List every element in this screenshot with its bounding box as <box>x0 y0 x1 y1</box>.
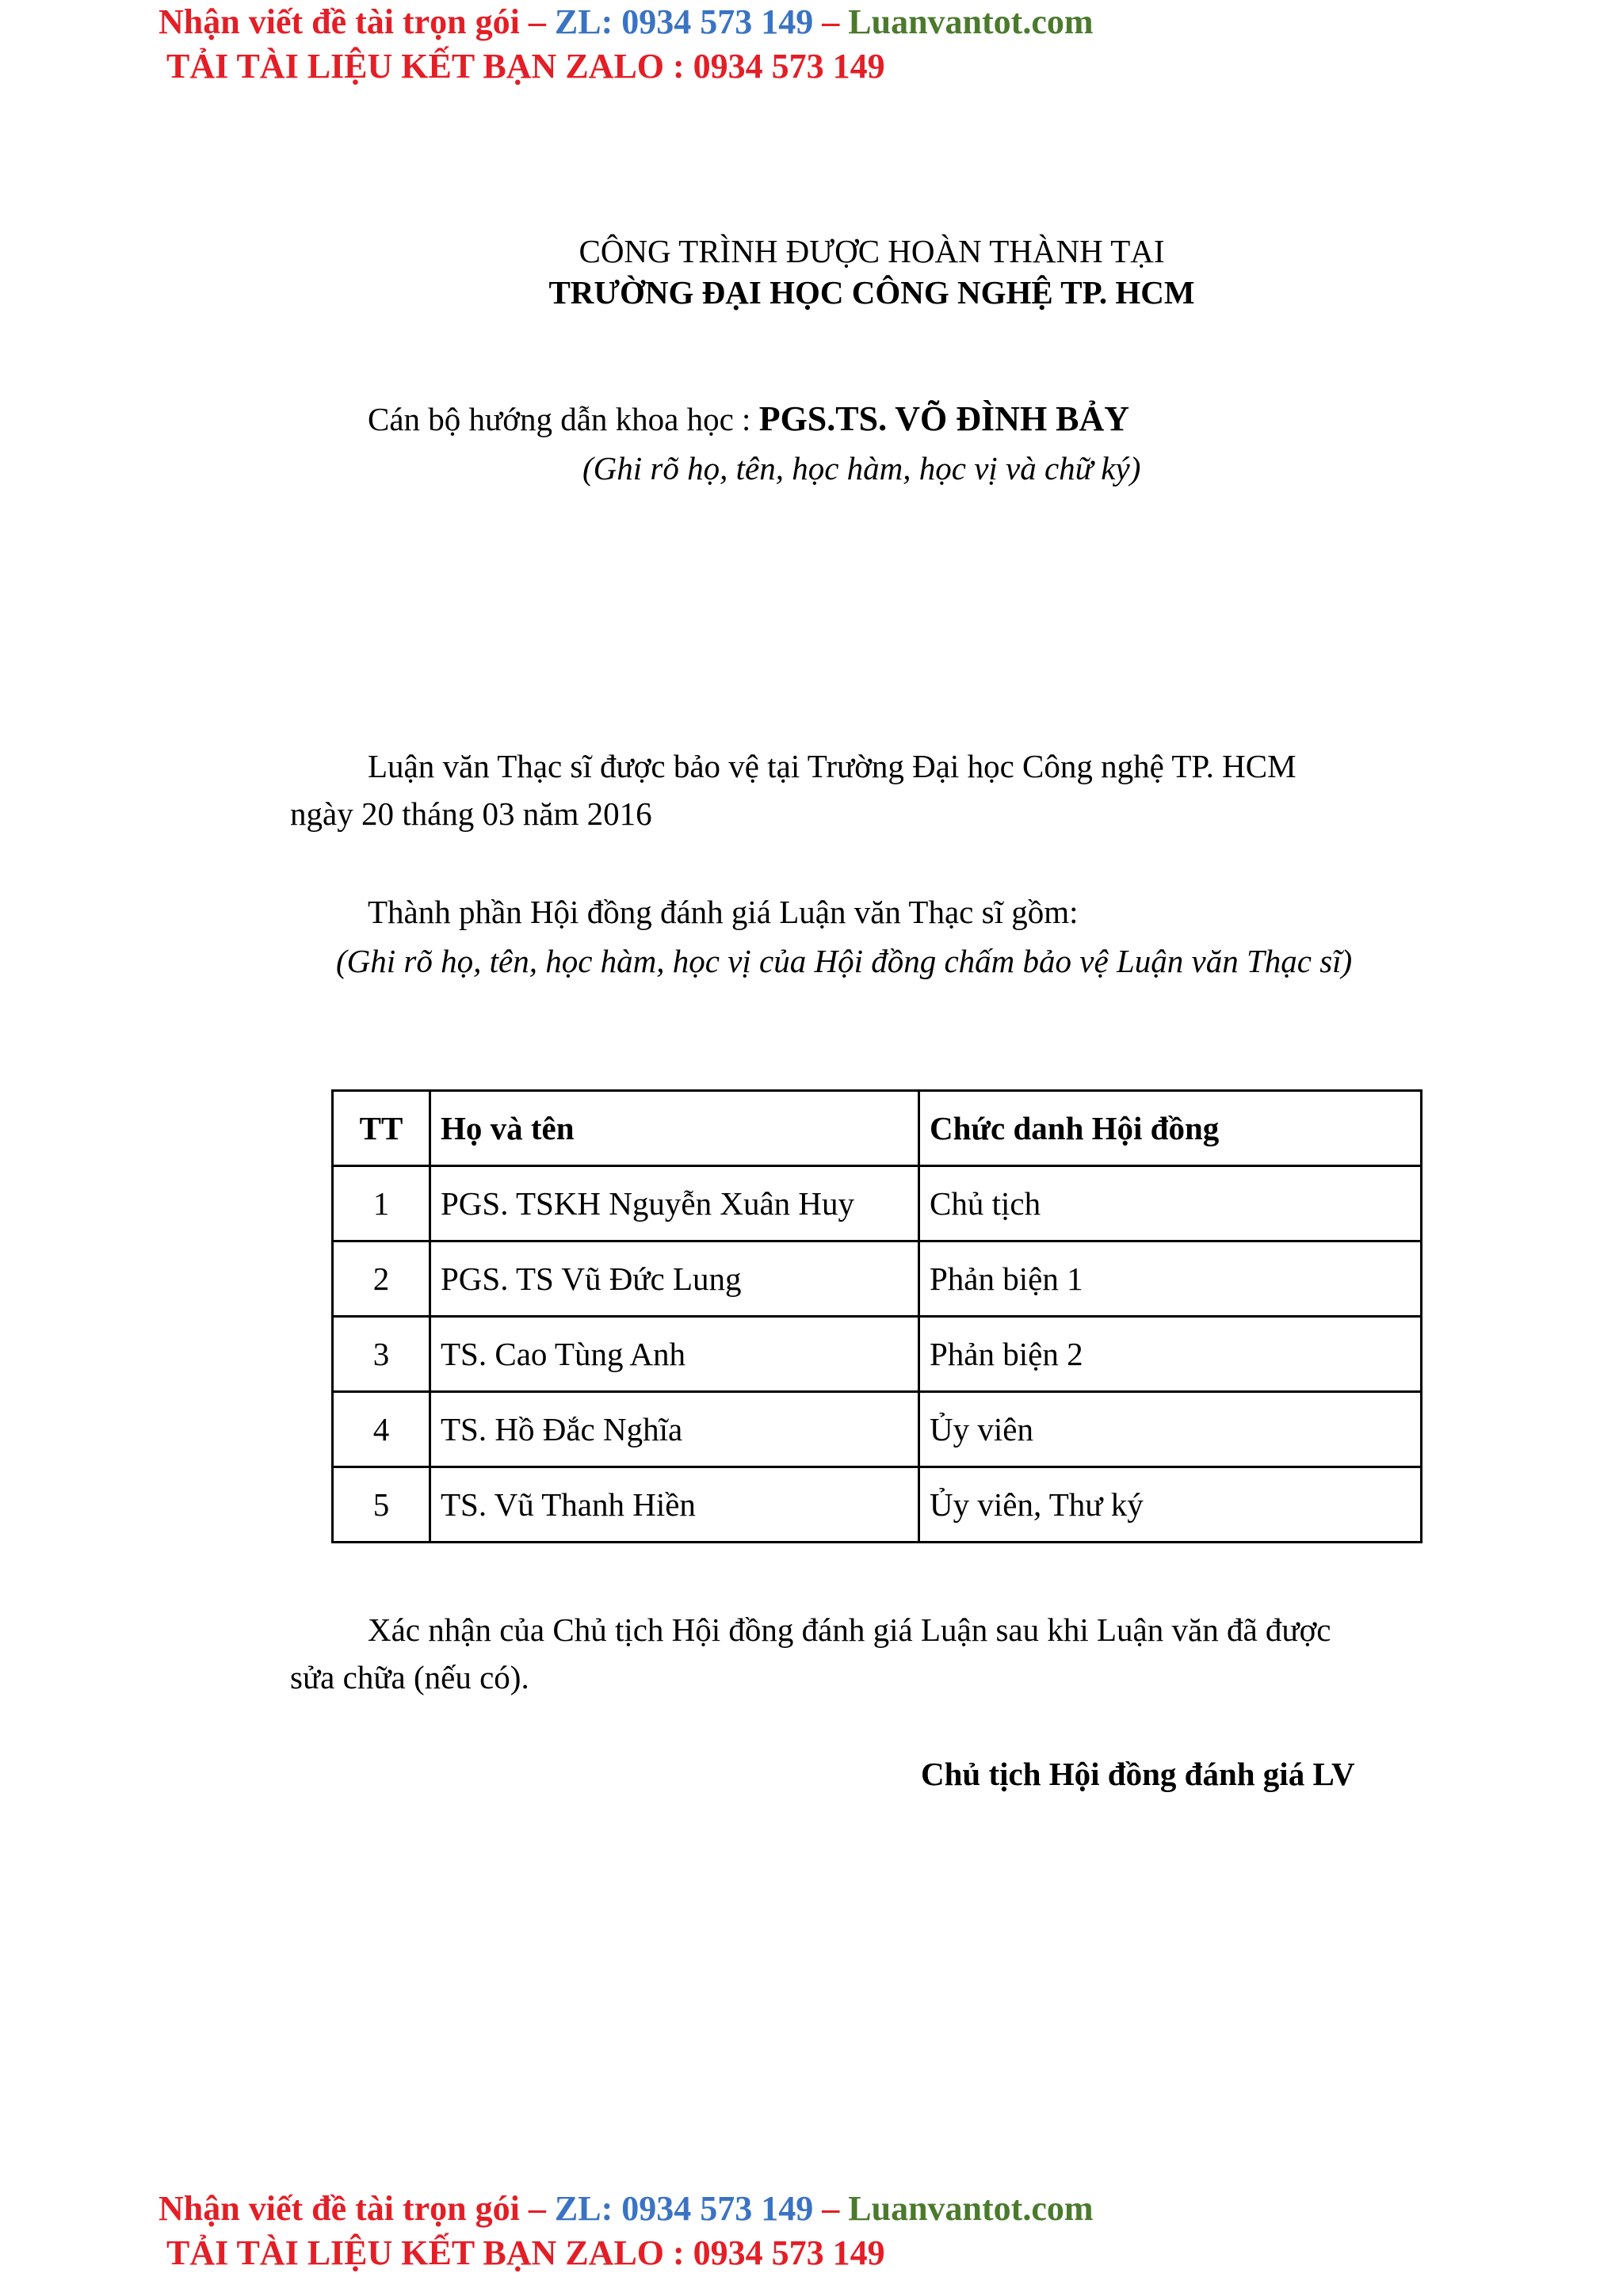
row-tt: 4 <box>333 1392 430 1467</box>
confirmation-line1: Xác nhận của Chủ tịch Hội đồng đánh giá Luận sau khi Luận văn đã được <box>368 1611 1331 1648</box>
top-banner-line1 <box>158 2 1094 43</box>
advisor-label: Cán bộ hướng dẫn khoa học : <box>368 401 759 437</box>
banner-download-text: TẢI TÀI LIỆU KẾT BẠN ZALO : 0934 573 149 <box>166 2233 885 2272</box>
banner-website: Luanvantot.com <box>848 2189 1094 2228</box>
row-name: TS. Cao Tùng Anh <box>430 1317 919 1392</box>
confirmation-line2: sửa chữa (nếu có). <box>290 1659 529 1695</box>
table-row <box>333 1241 1422 1317</box>
banner-separator: – <box>813 2 849 41</box>
heading-line1: CÔNG TRÌNH ĐƯỢC HOÀN THÀNH TẠI <box>579 233 1165 269</box>
row-tt: 3 <box>333 1317 430 1392</box>
row-role: Phản biện 1 <box>919 1241 1422 1317</box>
banner-separator: – <box>519 2 555 41</box>
defense-line1: Luận văn Thạc sĩ được bảo vệ tại Trường Đại học Công nghệ TP. HCM <box>368 748 1296 784</box>
row-role: Ủy viên, Thư ký <box>919 1467 1422 1543</box>
row-role: Chủ tịch <box>919 1166 1422 1241</box>
header-role: Chức danh Hội đồng <box>919 1091 1422 1166</box>
banner-zalo-phone: ZL: 0934 573 149 <box>554 2189 814 2228</box>
row-tt: 1 <box>333 1166 430 1241</box>
table-row <box>333 1467 1422 1543</box>
banner-service-text: Nhận viết đề tài trọn gói <box>158 2189 520 2228</box>
banner-separator: – <box>813 2189 849 2228</box>
banner-download-text: TẢI TÀI LIỆU KẾT BẠN ZALO : 0934 573 149 <box>166 47 885 86</box>
committee-table <box>331 1089 1423 1543</box>
bottom-banner-line2 <box>166 2233 885 2274</box>
banner-website: Luanvantot.com <box>848 2 1094 41</box>
signature-title: Chủ tịch Hội đồng đánh giá LV <box>921 1756 1355 1792</box>
banner-service-text: Nhận viết đề tài trọn gói <box>158 2 520 41</box>
row-role: Phản biện 2 <box>919 1317 1422 1392</box>
row-name: TS. Hồ Đắc Nghĩa <box>430 1392 919 1467</box>
row-name: TS. Vũ Thanh Hiền <box>430 1467 919 1543</box>
row-name: PGS. TS Vũ Đức Lung <box>430 1241 919 1317</box>
bottom-banner-line1 <box>158 2188 1094 2229</box>
table-row <box>333 1317 1422 1392</box>
banner-zalo-phone: ZL: 0934 573 149 <box>554 2 814 41</box>
heading-university: TRƯỜNG ĐẠI HỌC CÔNG NGHỆ TP. HCM <box>548 274 1195 311</box>
top-banner-line2 <box>166 46 885 87</box>
row-tt: 5 <box>333 1467 430 1543</box>
council-note: (Ghi rõ họ, tên, học hàm, học vị của Hội đồng chấm bảo vệ Luận văn Thạc sĩ) <box>336 943 1353 979</box>
row-name: PGS. TSKH Nguyễn Xuân Huy <box>430 1166 919 1241</box>
header-tt: TT <box>333 1091 430 1166</box>
header-name: Họ và tên <box>430 1091 919 1166</box>
table-row <box>333 1166 1422 1241</box>
banner-separator: – <box>519 2189 555 2228</box>
row-role: Ủy viên <box>919 1392 1422 1467</box>
council-intro: Thành phần Hội đồng đánh giá Luận văn Thạc sĩ gồm: <box>368 894 1079 930</box>
advisor-note: (Ghi rõ họ, tên, học hàm, học vị và chữ ký) <box>582 450 1141 486</box>
table-header-row <box>333 1091 1422 1166</box>
defense-date: ngày 20 tháng 03 năm 2016 <box>290 795 652 832</box>
advisor-name: PGS.TS. VÕ ĐÌNH BẢY <box>758 399 1130 438</box>
advisor-line <box>368 399 1129 439</box>
table-row <box>333 1392 1422 1467</box>
row-tt: 2 <box>333 1241 430 1317</box>
